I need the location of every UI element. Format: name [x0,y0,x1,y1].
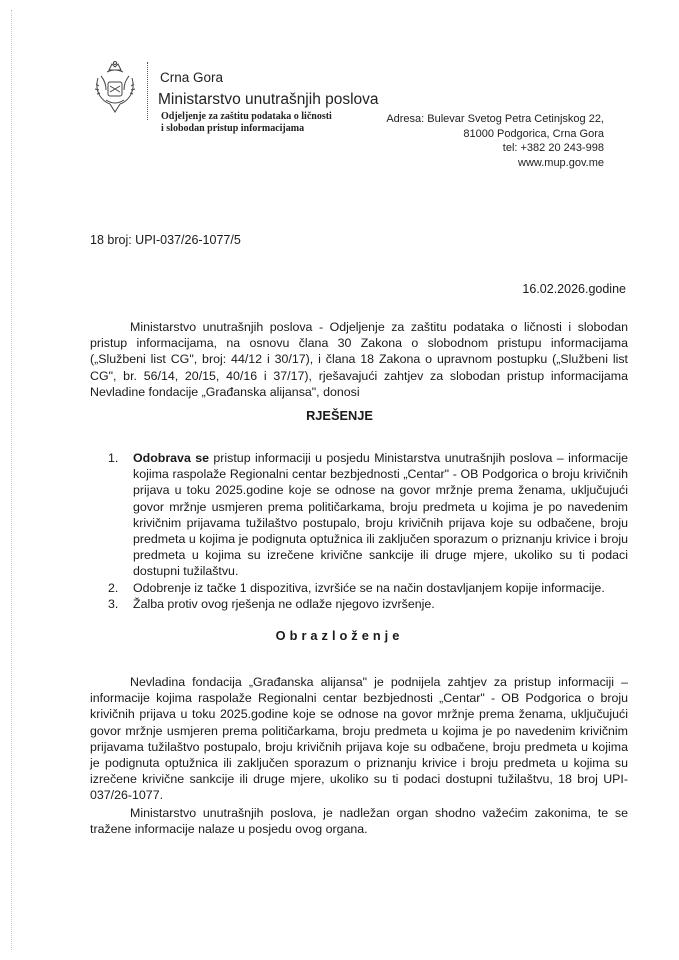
department-line-1: Odjeljenje za zaštitu podataka o ličnosti [161,111,332,122]
document-date: 16.02.2026.godine [522,282,626,296]
ministry-name: Ministarstvo unutrašnjih poslova [158,91,379,108]
reasoning-text: Ministarstvo unutrašnjih poslova, je nadležan organ shodno važećim zakonima, te se tražene informacije nalaze u posjedu ovog organa. [90,806,628,837]
header-divider [147,62,149,120]
decision-item-number: 2. [108,580,119,595]
decision-item-number: 3. [108,596,119,611]
decision-title: RJEŠENJE [306,408,373,423]
address-street: Adresa: Bulevar Svetog Petra Cetinjskog 22, [386,113,604,125]
address-phone: tel: +382 20 243-998 [502,142,604,154]
decision-item-text: pristup informaciji u posjedu Ministarstva unutrašnjih poslova – informacije kojima raspolaže Regionalni centar bezbjednosti „Centar" - OB Podgorica o broju krivičnih prijava u toku 2025.godine koje se odnose na govor mržnje prema ženama, uključujući govor mržnje usmjeren prema političarkama, broju predmeta u kojima je po navedenim krivičnim prijavama tužilaštvo postupalo, broju krivičnih prijava koje su odbačene, broju predmeta u kojima je podignuta optužnica ili zaključen sporazum o priznanju krivice i broju predmeta u kojima su izrečene krivične sankcije ili druge mjere, ukoliko su ti podaci dostupni tužilaštvu. [133,451,628,579]
reasoning-paragraph [90,674,628,804]
country-name: Crna Gora [160,70,224,85]
address-website: www.mup.gov.me [518,156,604,169]
intro-text: Ministarstvo unutrašnjih poslova - Odjeljenje za zaštitu podataka o ličnosti i slobodan pristup informacijama, na osnovu člana 30 Zakona o slobodnom pristupu informacijama („Službeni list CG", broj: 44/12 i 30/17), i člana 18 Zakona o upravnom postupku („Službeni list CG", br. 56/14, 20/15, 40/16 i 37/17), rješavajući zahtjev za slobodan pristup informacijama Nevladine fondacije „Građanska alijansa", donosi [90,320,628,399]
decision-item-number: 1. [108,451,119,465]
address-block [386,112,604,170]
reasoning-text: Nevladina fondacija „Građanska alijansa" je podnijela zahtjev za pristup informaciji – informacije kojima raspolaže Regionalni centar bezbjednosti „Centar" - OB Podgorica o broju krivičnih prijava u toku 2025.godine koje se odnose na govor mržnje prema ženama, uključujući govor mržnje usmjeren prema političarkama, broju predmeta u kojima je po navedenim krivičnim prijavama tužilaštvo postupalo, broju krivičnih prijava koje su odbačene, broju predmeta u kojima je podignuta optužnica ili zaključen sporazum o priznanju krivice i broju predmeta u kojima su izrečene krivične sankcije ili druge mjere, ukoliko su ti podaci dostupni tužilaštvu, 18 broj UPI-037/26-1077. [90,675,628,803]
intro-paragraph [90,319,628,400]
reasoning-title: Obrazloženje [275,628,404,643]
decision-item [108,450,628,580]
decision-item-text: Odobrenje iz tačke 1 dispozitiva, izvršiće se na način dostavljanjem kopije informacije. [133,580,605,595]
address-city: 81000 Podgorica, Crna Gora [463,127,604,140]
decision-item-bold-lead: Odobrava se [133,451,210,465]
scan-margin-dots [11,10,13,950]
reference-number: 18 broj: UPI-037/26-1077/5 [90,233,241,247]
decision-item [108,580,628,596]
department-line-2: i slobodan pristup informacijama [161,123,305,134]
decision-list [108,450,628,612]
decision-item [108,596,628,612]
decision-item-text: Žalba protiv ovog rješenja ne odlaže njegovo izvršenje. [133,596,435,611]
reasoning-paragraph [90,805,628,837]
department-name [161,111,332,135]
montenegro-coat-of-arms-icon [92,60,138,118]
